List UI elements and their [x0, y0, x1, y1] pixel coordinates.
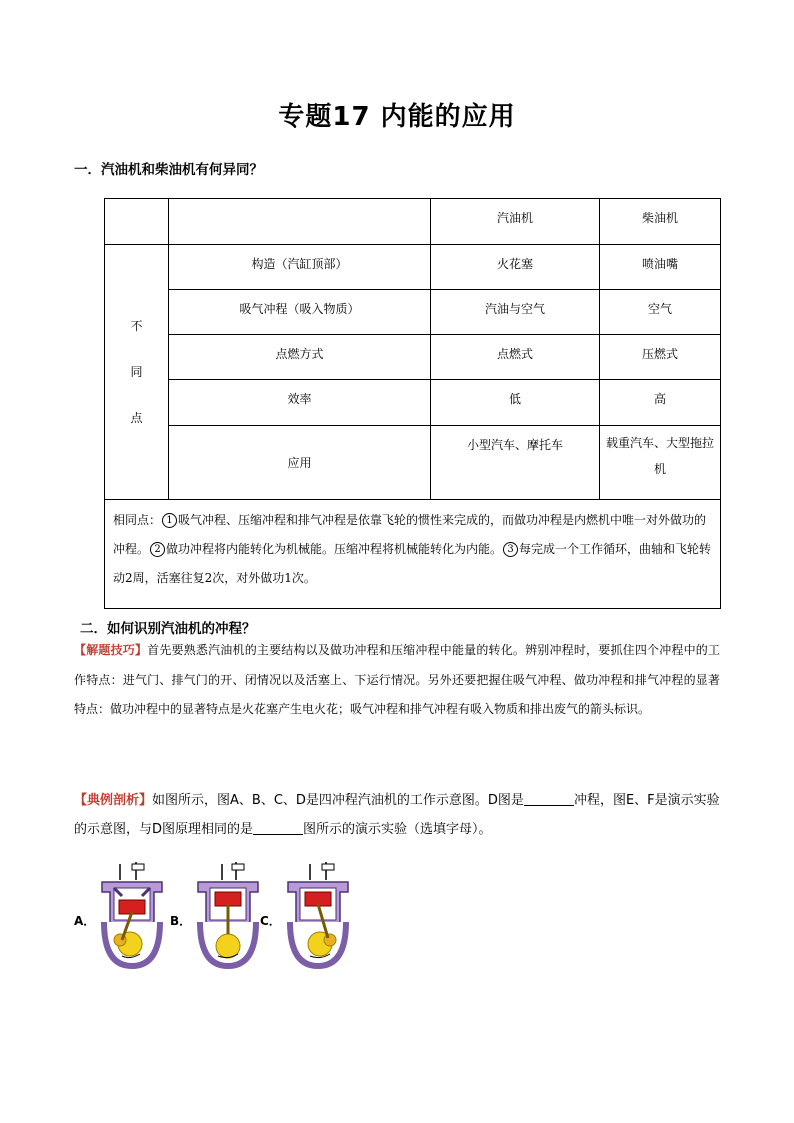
answer-blank-2: [253, 820, 303, 835]
tip-text: 首先要熟悉汽油机的主要结构以及做功冲程和压缩冲程中能量的转化。辨别冲程时，要抓住四个冲程中的工作特点：进气门、排气门的开、闭情况以及活塞上、下运行情况。另外还要把握住吸气冲程、做功冲程和排气冲程的显著特点：做功冲程中的显著特点是火花塞产生电火花；吸气冲程和排气冲程有吸入物质和排出废气的箭头标识。: [74, 643, 720, 716]
table-row-same: [105, 500, 721, 609]
engine-b-graphic: [198, 862, 258, 966]
table-header-cell: [105, 199, 169, 245]
example-problem: 【典例剖析】如图所示，图A、B、C、D是四冲程汽油机的工作示意图。D图是 冲程，图E、F是演示实验的示意图，与D图原理相同的是 图所示的演示实验（选填字母）。: [74, 793, 720, 837]
page-title: 专题17 内能的应用: [278, 102, 516, 132]
figure-label-b: B．: [170, 914, 192, 928]
table-cell-diesel: 空气: [600, 290, 721, 335]
table-cell-gasoline: 火花塞: [431, 245, 600, 290]
table-header-row: [105, 199, 721, 245]
engine-a-graphic: [102, 862, 162, 966]
similarities-cell: 相同点： 1 吸气冲程、压缩冲程和排气冲程是依靠飞轮的惯性来完成的，而做功冲程是内燃机中唯一对外做功的冲程。 2 做功冲程将内能转化为机械能。压缩冲程将机械能转化为内能。 3 每完成一个工作循环，曲轴和飞轮转动2周，活塞往复2次，对外做功1次。: [105, 500, 721, 609]
table-row: [105, 290, 721, 335]
difference-label: 不 同 点: [105, 245, 169, 500]
engine-diagram-c: [282, 862, 354, 972]
table-cell-diesel: 高: [600, 380, 721, 426]
section-2-heading: 二．如何识别汽油机的冲程？: [80, 621, 256, 637]
table-cell-diesel: 压燃式: [600, 335, 721, 380]
table-row: [105, 426, 721, 500]
table-cell-item: 点燃方式: [169, 335, 431, 380]
figure-label-a: A．: [74, 914, 96, 928]
table-header-cell: [169, 199, 431, 245]
engine-c-graphic: [288, 862, 348, 966]
figure-label-c: C．: [260, 914, 281, 928]
tip-label: 【解题技巧】: [74, 643, 148, 657]
circled-number-3: 3: [503, 542, 518, 557]
table-cell-item: 应用: [169, 426, 431, 500]
engine-diagram-b: [192, 862, 264, 972]
table-cell-item: 效率: [169, 380, 431, 426]
table-cell-item: 吸气冲程（吸入物质）: [169, 290, 431, 335]
table-cell-gasoline: 低: [431, 380, 600, 426]
example-label: 【典例剖析】: [74, 793, 153, 808]
engine-diagram-a: [96, 862, 168, 972]
table-cell-gasoline: 小型汽车、摩托车: [431, 426, 600, 500]
table-row: [105, 380, 721, 426]
comparison-table: [104, 198, 721, 609]
table-cell-gasoline: 汽油与空气: [431, 290, 600, 335]
table-cell-diesel: 载重汽车、大型拖拉机: [600, 426, 721, 500]
table-header-gasoline: 汽油机: [431, 199, 600, 245]
answer-blank-1: [524, 791, 574, 806]
table-cell-item: 构造（汽缸顶部）: [169, 245, 431, 290]
circled-number-2: 2: [150, 542, 165, 557]
table-cell-diesel: 喷油嘴: [600, 245, 721, 290]
table-cell-gasoline: 点燃式: [431, 335, 600, 380]
table-row: [105, 335, 721, 380]
circled-number-1: 1: [162, 513, 177, 528]
engine-figures: [74, 862, 394, 972]
table-row: [105, 245, 721, 290]
solving-tip: [74, 636, 720, 725]
table-header-diesel: 柴油机: [600, 199, 721, 245]
section-1-heading: 一．汽油机和柴油机有何异同？: [74, 162, 263, 178]
